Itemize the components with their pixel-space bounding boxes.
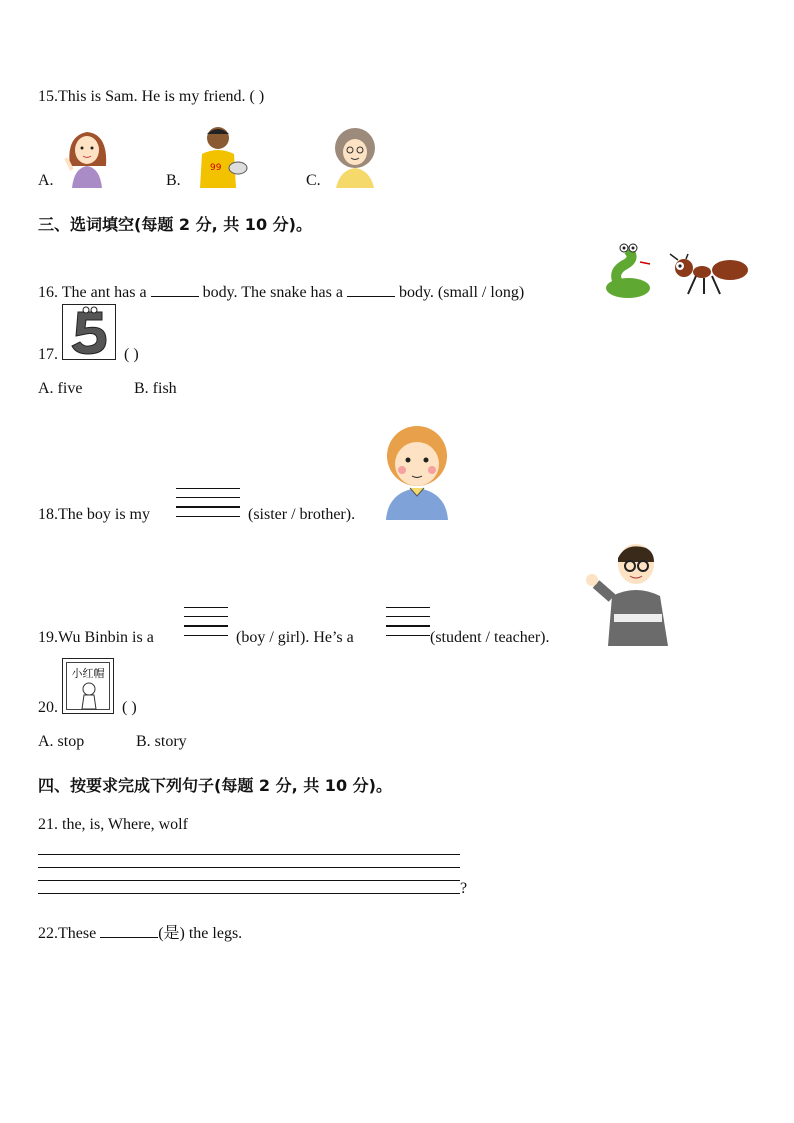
q17-answer-paren[interactable]: ( ): [124, 346, 139, 363]
q19-part2: (boy / girl). He’s a: [236, 629, 354, 646]
section-4-title: 四、按要求完成下列句子(每题 2 分, 共 10 分)。: [38, 776, 392, 795]
q20-option-b[interactable]: B. story: [136, 733, 187, 750]
q16-part3: body. (small / long): [394, 284, 525, 301]
q17-option-a[interactable]: A. five: [38, 380, 83, 397]
q20-option-a[interactable]: A. stop: [38, 733, 85, 750]
q16-part1: 16. The ant has a: [38, 284, 151, 301]
q20-answer-paren[interactable]: ( ): [122, 699, 137, 716]
teacher-image: [586, 540, 672, 646]
girl-image[interactable]: [62, 126, 112, 188]
option-c-label: C.: [306, 172, 321, 189]
red-riding-hood-icon: [79, 681, 99, 709]
answer-blank-16a[interactable]: [151, 296, 199, 297]
question-16: [38, 284, 524, 302]
writing-lines-19b[interactable]: [386, 607, 430, 644]
writing-lines-21[interactable]: [38, 854, 460, 902]
question-15: 15.This is Sam. He is my friend. ( ): [38, 88, 265, 105]
q16-part2: body. The snake has a: [198, 284, 347, 301]
ant-image: [662, 254, 752, 296]
q19-part1: 19.Wu Binbin is a: [38, 629, 154, 646]
q17-number: 17.: [38, 346, 58, 363]
answer-blank-16b[interactable]: [347, 296, 395, 297]
q18-part2: (sister / brother).: [248, 506, 356, 523]
writing-lines-18[interactable]: [176, 488, 240, 525]
question-22: [38, 920, 242, 943]
q22-part1: 22.These: [38, 925, 101, 942]
option-a-label: A.: [38, 172, 54, 189]
q19-part3: (student / teacher).: [430, 629, 550, 646]
q20-number: 20.: [38, 699, 58, 716]
boy-football-image[interactable]: [194, 124, 250, 188]
snake-image: [600, 242, 656, 302]
book-title: 小红帽: [71, 667, 105, 680]
number-five-image: [62, 304, 116, 360]
grandma-image[interactable]: [330, 126, 380, 188]
q17-option-b[interactable]: B. fish: [134, 380, 177, 397]
q21-question-mark: ?: [460, 880, 468, 897]
svg-text:99: 99: [210, 163, 222, 173]
section-3-title: 三、选词填空(每题 2 分, 共 10 分)。: [38, 215, 312, 234]
q18-part1: 18.The boy is my: [38, 506, 150, 523]
q21-prompt: 21. the, is, Where, wolf: [38, 816, 188, 833]
q22-part2: (是) the legs.: [158, 925, 243, 942]
writing-lines-19a[interactable]: [184, 607, 228, 644]
storybook-image: [62, 658, 114, 714]
boy-image: [382, 420, 452, 520]
option-b-label: B.: [166, 172, 181, 189]
answer-blank-22[interactable]: [100, 937, 158, 938]
